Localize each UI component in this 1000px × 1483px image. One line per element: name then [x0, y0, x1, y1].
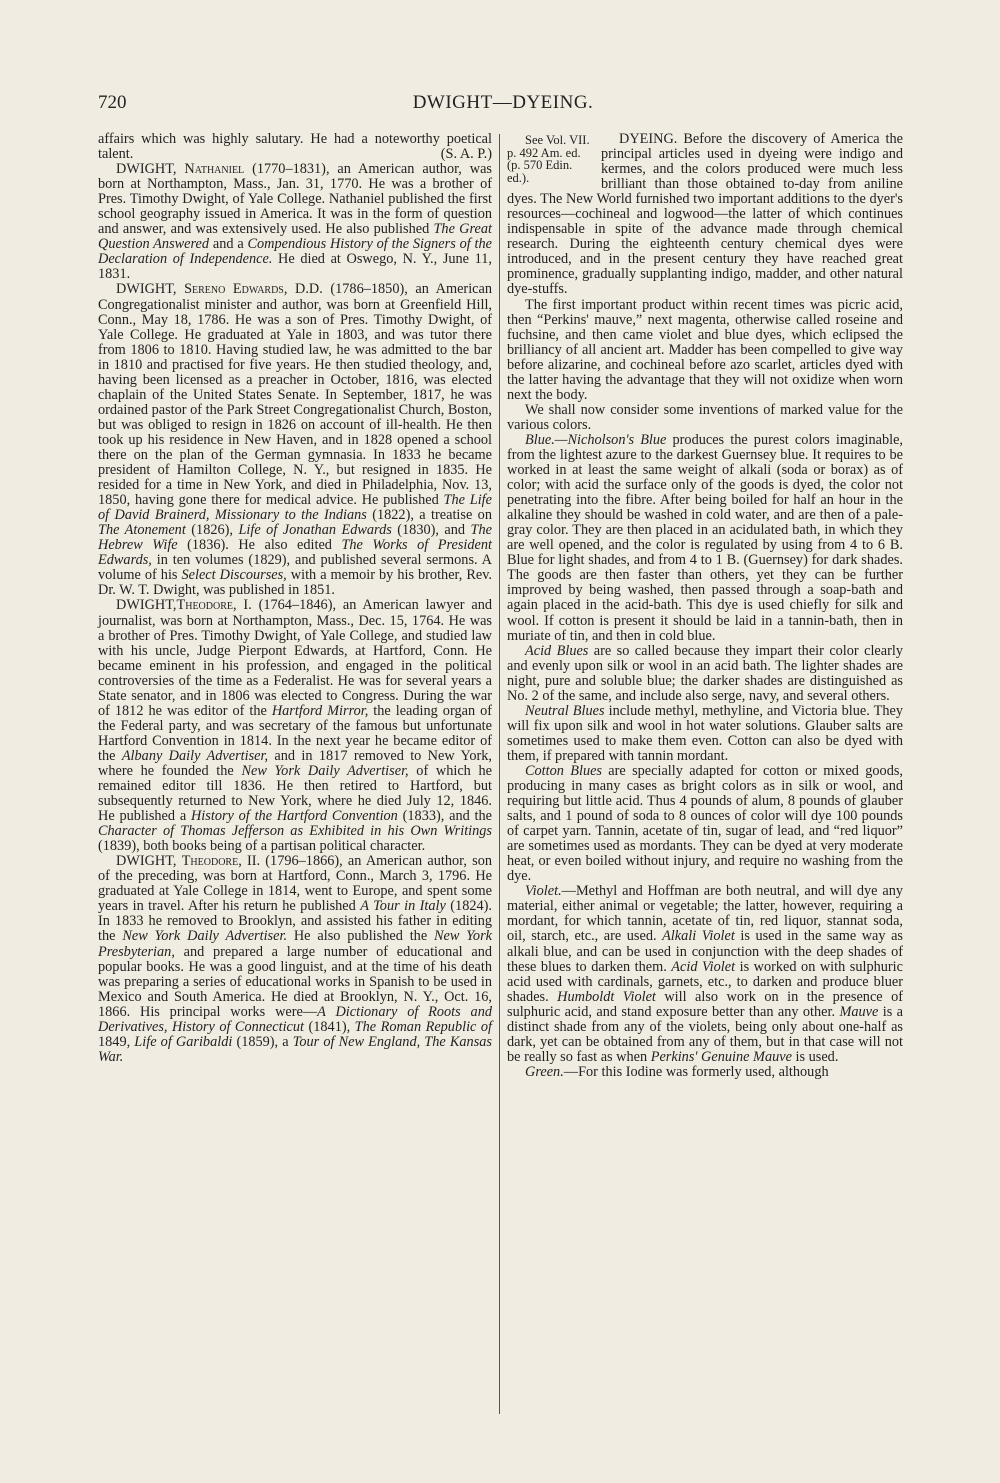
entry-heading: DYEING.	[619, 131, 678, 147]
entry-surname: DWIGHT,	[116, 281, 177, 298]
dyeing-paragraph-history: The first important product within recent times was picric acid, then “Perkins' mauve,” next magenta, otherwise called roseine and fuchsine, and then came violet and blue dyes, which eclipsed the brilliancy of all ancient art. Madder has been compelled to give way before alizarine, and cochineal before azo scarlet, articles dyed with the latter having the advantage that they will not oxidize when worn next the body.	[507, 296, 903, 403]
page-header	[98, 92, 908, 120]
entry-surname: DWIGHT,	[116, 161, 177, 178]
entry-dwight-theodore-i: DWIGHT,Theodore, I. (1764–1846), an American lawyer and journalist, was born at Northampton, Mass., Dec. 15, 1764. He was a brother of Pres. Timothy Dwight, of Yale College, and studied law with his uncle, Judge Pierpont Edwards, at Hartford, Conn. He became eminent in his profession, and engaged in the political controversies of the time as a Federalist. He was for several years a State senator, and in 1806 was elected to Congress. During the war of 1812 he was editor of the Hartford Mirror, the leading organ of the Federal party, and was secretary of the famous but unfortunate Hartford Convention in 1814. In the next year he became editor of the Albany Daily Advertiser, and in 1817 removed to New York, where he founded the New York Daily Advertiser, of which he remained editor till 1836. He then retired to Hartford, but subsequently returned to New York, where he died July 12, 1846. He published a History of the Hartford Convention (1833), and the Character of Thomas Jefferson as Exhibited in his Own Writings (1839), both books being of a partisan political character.	[98, 597, 493, 855]
page-number: 720	[98, 92, 127, 113]
entry-dwight-sereno-edwards: DWIGHT, Sereno Edwards, D.D. (1786–1850), an American Congregationalist minister and author, was born at Greenfield Hill, Conn., May 18, 1786. He was a son of Pres. Timothy Dwight, of Yale College. He graduated at Yale in 1803, and was tutor there from 1806 to 1810. Having studied law, he was admitted to the bar in 1810 and practised for five years. He then studied theology, and, having been licensed as a preacher in October, 1816, was elected chaplain of the United States Senate. In September, 1817, he was ordained pastor of the Park Street Congregationalist Church, Boston, but was obliged to resign in 1826 on account of ill-health. He then took up his residence in New Haven, and in 1828 opened a school there on the plan of the German gymnasia. In 1833 he became president of Hamilton College, N. Y., but resigned in 1835. He resided for a time in New York, and died in Philadelphia, Nov. 13, 1850, having gone there for medical advice. He published The Life of David Brainerd, Missionary to the Indians (1822), a treatise on The Atonement (1826), Life of Jonathan Edwards (1830), and The Hebrew Wife (1836). He also edited The Works of President Edwards, in ten volumes (1829), and published several sermons. A volume of his Select Discourses, with a memoir by his brother, Rev. Dr. W. T. Dwight, was published in 1851.	[98, 281, 493, 599]
entry-dwight-theodore-ii: DWIGHT, Theodore, II. (1796–1866), an American author, son of the preceding, was born at Hartford, Conn., March 3, 1796. He graduated at Yale College in 1814, went to Europe, and spent some years in travel. After his return he published A Tour in Italy (1824). In 1833 he removed to Brooklyn, and assisted his father in editing the New York Daily Advertiser. He also published the New York Presbyterian, and prepared a large number of educational and popular books. He was a good linguist, and at the time of his death was preparing a series of educational works in Spanish to be used in Mexico and South America. He died at Brooklyn, N. Y., Oct. 16, 1866. His principal works were—A Dictionary of Roots and Derivatives, History of Connecticut (1841), The Roman Republic of 1849, Life of Garibaldi (1859), a Tour of New England, The Kansas War.	[98, 853, 493, 1065]
dyeing-paragraph-acid-blues: Acid Blues are so called because they impart their color clearly and evenly upon silk or wool in an acid bath. The lighter shades are night, pure and soluble blue; the darker shades are distinguished as No. 2 of the same, and include also serge, navy, and several others.	[507, 642, 903, 704]
column-divider	[499, 134, 500, 1414]
entry-surname: DWIGHT,	[116, 597, 177, 614]
running-head: DWIGHT—DYEING.	[412, 92, 594, 113]
dyeing-paragraph-violet: Violet.—Methyl and Hoffman are both neutral, and will dye any material, either animal or vegetable; the latter, however, requiring a mordant, for which tannin, acetate of tin, red liquor, stannat soda, oil, starch, etc., are used. Alkali Violet is used in the same way as alkali blue, and can be used in conjunction with the deep shades of these blues to darken them. Acid Violet is worked on with sulphuric acid used with cardinals, garnets, etc., to darken and produce bluer shades. Humboldt Violet will also work on in the presence of sulphuric acid, and stand exposure better than any other. Mauve is a distinct shade from any of the violets, being only about one-half as dark, yet can be obtained from any of them, but in that case will not be really so fast as when Perkins' Genuine Mauve is used.	[507, 883, 904, 1065]
margin-cross-reference: See Vol. VII. p. 492 Am. ed. (p. 570 Edin. ed.).	[507, 133, 590, 185]
left-column	[98, 132, 492, 1065]
author-signature: (S. A. P.)	[440, 146, 492, 163]
entry-surname: DWIGHT,	[116, 853, 177, 870]
entry-dyeing: DYEING. See Vol. VII. p. 492 Am. ed. (p. 570 Edin. ed.). Before the discovery of America the principal articles used in dyeing were indigo and kermes, and the colors produced were much less brilliant than those obtained to-day from aniline dyes. The New World furnished two important additions to the dyer's resources—cochineal and logwood—the latter of which continues indispensable in spite of the advance made through chemical research. During the eighteenth century chemical dyes were introduced, and in the present century they have reached great prominence, gradually supplanting indigo, madder, and other natural dye-stuffs.	[507, 131, 903, 298]
entry-given-name: Theodore,	[181, 853, 242, 870]
dyeing-paragraph-cotton-blues: Cotton Blues are specially adapted for cotton or mixed goods, producing in many cases as bright colors as in silk or wool, and requiring but little acid. Thus 4 pounds of alum, 8 pounds of glauber salts, and 1 pound of soda to 8 ounces of color will dye 100 pounds of carpet yarn. Tannin, acetate of tin, sugar of lead, and “red liquor” are sometimes used as mordants. They can be dyed at very moderate heat, or even boiled without injury, and require no washing from the dye.	[507, 762, 903, 885]
entry-given-name: Sereno Edwards,	[184, 281, 288, 298]
entry-dwight-nathaniel: DWIGHT, Nathaniel (1770–1831), an American author, was born at Northampton, Mass., Jan. 31, 1770. He was a brother of Pres. Timothy Dwight, of Yale College. Nathaniel published the first school geography issued in America. It was in the form of question and answer, and was extensively used. He also published The Great Question Answered and a Compendious History of the Signers of the Declaration of Independence. He died at Oswego, N. Y., June 11, 1831.	[98, 161, 493, 283]
entry-given-name: Theodore,	[176, 597, 237, 614]
dyeing-paragraph-green: Green.—For this Iodine was formerly used, although	[525, 1063, 829, 1080]
dyeing-paragraph-intro: We shall now consider some inventions of marked value for the various colors.	[507, 401, 903, 433]
right-column	[507, 132, 903, 1080]
paragraph-continuation: affairs which was highly salutary. He had a noteworthy poetical talent. (S. A. P.)	[98, 131, 492, 163]
dyeing-paragraph-blue: Blue.—Nicholson's Blue produces the purest colors imaginable, from the lightest azure to the darkest Guernsey blue. It requires to be worked in at least the same weight of alkali (soda or borax) as of color; with acid the surface only of the goods is dyed, the color not penetrating into the fibre. After being boiled for half an hour in the alkaline they should be washed in cold water, and are then of a pale-gray color. They are then placed in an acidulated bath, in which they are well opened, and the color is regulated by using from 4 to 6 B. Blue for light shades, and from 4 to 1 B. (Guernsey) for dark shades. The goods are then faster than others, yet they can be further improved by being washed, then passed through a soap-bath and again placed in the acid-bath. This dye is used chiefly for silk and wool. If cotton is present it should be laid in a tannin-bath, then in muriate of tin, and then in cold blue.	[507, 431, 903, 644]
dyeing-paragraph-neutral-blues: Neutral Blues include methyl, methyline, and Victoria blue. They will fix upon silk and wool in hot water solutions. Glauber salts are sometimes used to make them even. Cotton can also be dyed with them, if prepared with tannin mordant.	[507, 702, 903, 764]
entry-given-name: Nathaniel	[184, 161, 245, 178]
